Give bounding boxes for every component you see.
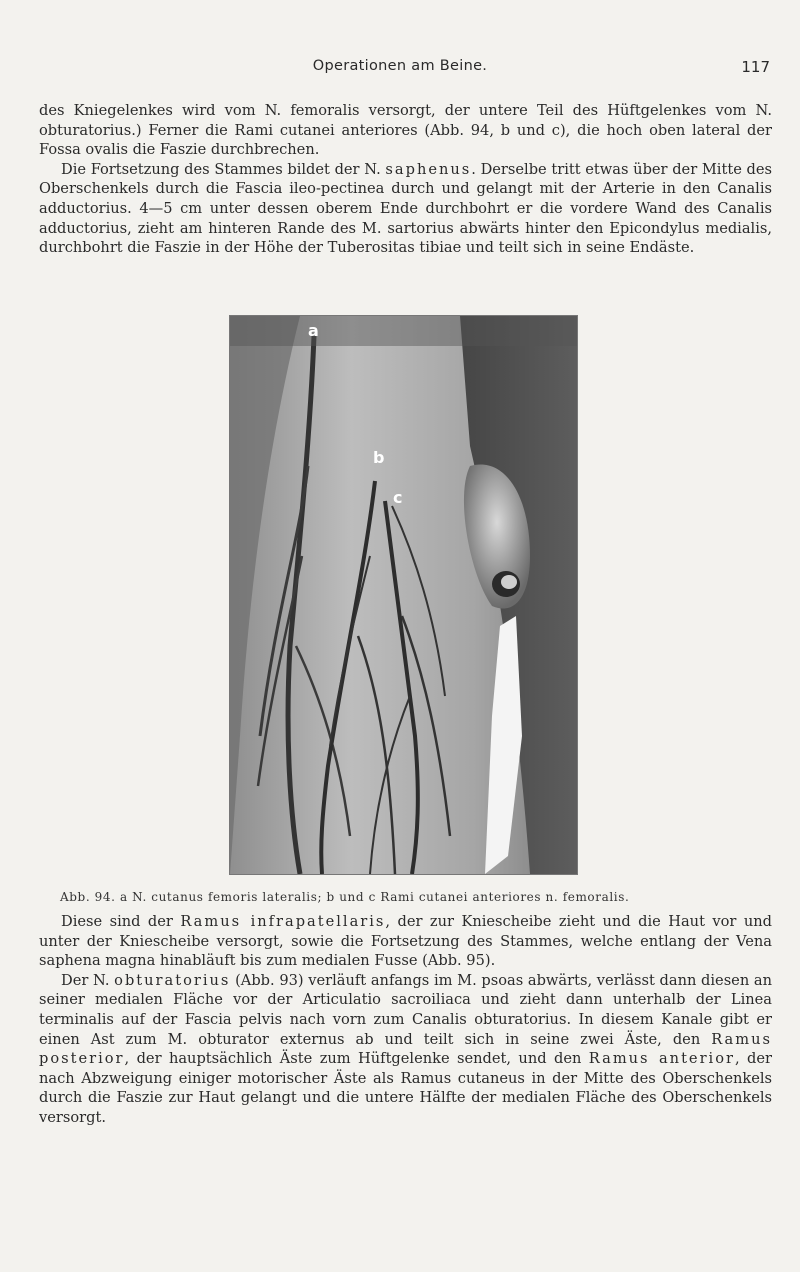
running-head bbox=[0, 58, 800, 80]
paragraph: des Kniegelenkes wird vom N. femoralis versorgt, der untere Teil des Hüftgelenkes vom N. obturatorius.) Ferner die Rami cutanei anteriores (Abb. 94, b und c), die hoch oben lateral der Fossa ovalis die Faszie durchbrechen. bbox=[39, 102, 772, 159]
emphasized-term: Ramus anterior bbox=[588, 1050, 735, 1068]
figure-caption: Abb. 94. a N. cutanus femoris lateralis; b und c Rami cutanei anteriores n. femoralis. bbox=[60, 890, 630, 904]
figure-label-c: c bbox=[393, 488, 403, 507]
emphasized-term: Ramus posterior bbox=[39, 1030, 772, 1068]
emphasized-term: saphenus bbox=[385, 160, 472, 178]
figure-label-a: a bbox=[308, 321, 319, 340]
emphasized-term: Ramus infrapatellaris bbox=[180, 913, 386, 930]
running-title: Operationen am Beine. bbox=[312, 58, 488, 74]
page-number: 117 bbox=[741, 58, 770, 76]
text-block-top bbox=[39, 101, 772, 258]
text-block-bottom bbox=[39, 912, 772, 1128]
anatomical-photo-figure bbox=[229, 315, 578, 875]
thigh-nerve-photo bbox=[230, 316, 577, 874]
figure-label-b: b bbox=[373, 448, 385, 467]
paragraph: Diese sind der Ramus infrapatellaris, der zur Kniescheibe zieht und die Haut vor und unter der Kniescheibe versorgt, sowie die Fortsetzung des Stammes, welche entlang der Vena saphena magna hinabläuft bis zum medialen Fusse (Abb. 95). bbox=[39, 913, 772, 970]
paragraph: Der N. obturatorius (Abb. 93) verläuft anfangs im M. psoas abwärts, verlässt dann diesen an seiner medialen Fläche vor der Articulatio sacroiliaca und zieht dann unterhalb der Linea terminalis auf der Fascia pelvis nach vorn zum Canalis obturatorius. In diesem Kanale gibt er einen Ast zum M. obturator externus ab und teilt sich in seine zwei Äste, den Ramus posterior, der hauptsächlich Äste zum Hüftgelenke sendet, und den Ramus anterior, der nach Abzweigung einiger motorischer Äste als Ramus cutaneus in der Mitte des Oberschenkels durch die Faszie zur Haut gelangt und die untere Hälfte der medialen Fläche des Oberschenkels versorgt. bbox=[39, 971, 772, 1126]
emphasized-term: obturatorius bbox=[114, 971, 231, 989]
paragraph: Die Fortsetzung des Stammes bildet der N. saphenus. Derselbe tritt etwas über der Mitte des Oberschenkels durch die Fascia ileo-pectinea durch und gelangt mit der Arterie in den Canalis adductorius. 4—5 cm unter dessen oberem Ende durchbohrt er die vordere Wand des Canalis adductorius, zieht am hinteren Rande des M. sartorius abwärts hinter den Epicondylus medialis, durchbohrt die Faszie in der Höhe der Tuberositas tibiae und teilt sich in seine Endäste. bbox=[39, 160, 772, 257]
